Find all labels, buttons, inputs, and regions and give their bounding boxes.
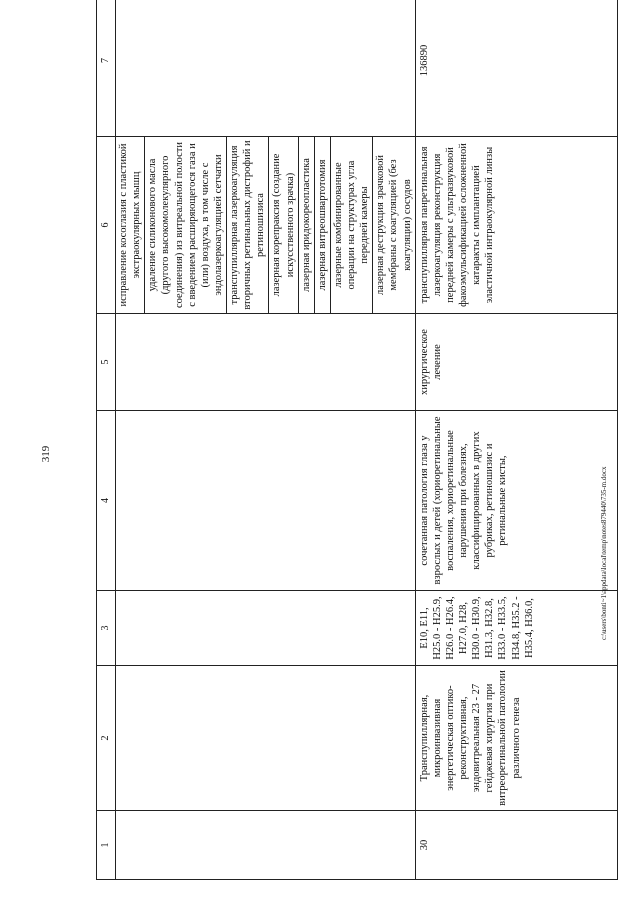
treatment-method-item: лазерная деструкция зрачковой мембраны с коагуляцией (без коагуляции) сосудов [372, 137, 414, 313]
treatment-method-item: лазерная иридокореопластика [298, 137, 314, 313]
cell-patient-model: сочетанная патология глаза у взрослых и детей (хориоретинальные воспаления, хориоретинальные нарушения при болезнях, классифицированных в других рубриках, ретиношизис и ретинальные кисты, [415, 411, 617, 591]
rotated-table-sheet [96, 20, 618, 880]
treatment-method-list [116, 137, 415, 313]
cell-care-type: Транспупиллярная, микроинвазивная энергетическая оптико-реконструктивная, эндовитреальная 23 - 27 гейджевая хирургия при витреоретинальной патологии различного генеза [415, 666, 617, 811]
cell-empty [116, 591, 416, 666]
cell-treatment-method: транспупиллярная панретинальная лазеркоагуляция реконструкция передней камеры с ультразвуковой факоэмульсификацией осложненной катаракты с имплантацией эластичной интраокулярной линзы [415, 137, 617, 314]
cell-empty [116, 666, 416, 811]
table-row-continuation [116, 0, 416, 880]
cell-row-number: 30 [415, 811, 617, 880]
column-number: 1 [97, 811, 116, 880]
medical-care-table [96, 0, 618, 880]
cell-icd-codes: E10, E11, H25.0 - H25.9, H26.0 - H26.4, H27.0, H28, H30.0 - H30.9, H31.3, H32.8, H33.0 - H33.5, H34.8, H35.2 - H35.4, H36.0, [415, 591, 617, 666]
cell-empty [116, 811, 416, 880]
cell-treatment-methods [116, 137, 416, 314]
column-number: 6 [97, 137, 116, 314]
column-number: 7 [97, 0, 116, 137]
cell-empty [116, 314, 416, 411]
table-row-30 [415, 0, 617, 880]
treatment-method-item: лазерные комбинированные операции на структурах угла передней камеры [330, 137, 372, 313]
column-number: 5 [97, 314, 116, 411]
page-number: 319 [40, 445, 52, 463]
treatment-method-item: исправление косоглазия с пластикой экстраокулярных мышц [118, 143, 143, 307]
treatment-method-item: транспупиллярная лазеркоагуляция вторичных ретинальных дистрофий и ретиношизиса [226, 137, 268, 313]
treatment-method-item: лазерная витреошвартотомия [314, 137, 330, 313]
column-number: 3 [97, 591, 116, 666]
cell-cost: 136890 [415, 0, 617, 137]
column-number: 2 [97, 666, 116, 811]
cell-treatment-type: хирургическое лечение [415, 314, 617, 411]
cell-empty [116, 0, 416, 137]
column-number-row [97, 0, 116, 880]
cell-empty [116, 411, 416, 591]
column-number: 4 [97, 411, 116, 591]
footer-file-path: c:\users\bonti~1\appdata\local\temp\notes879440\735-m.docx [600, 466, 608, 640]
treatment-method-item: удаление силиконового масла (другого высокомолекулярного соединения) из витреальной полости с введением расширяющегося газа и (или) воздуха, в том числе с эндолазеркоагуляцией сетчатки [144, 137, 226, 313]
treatment-method-item: лазерная корепраксия (создание искусственного зрачка) [268, 137, 297, 313]
